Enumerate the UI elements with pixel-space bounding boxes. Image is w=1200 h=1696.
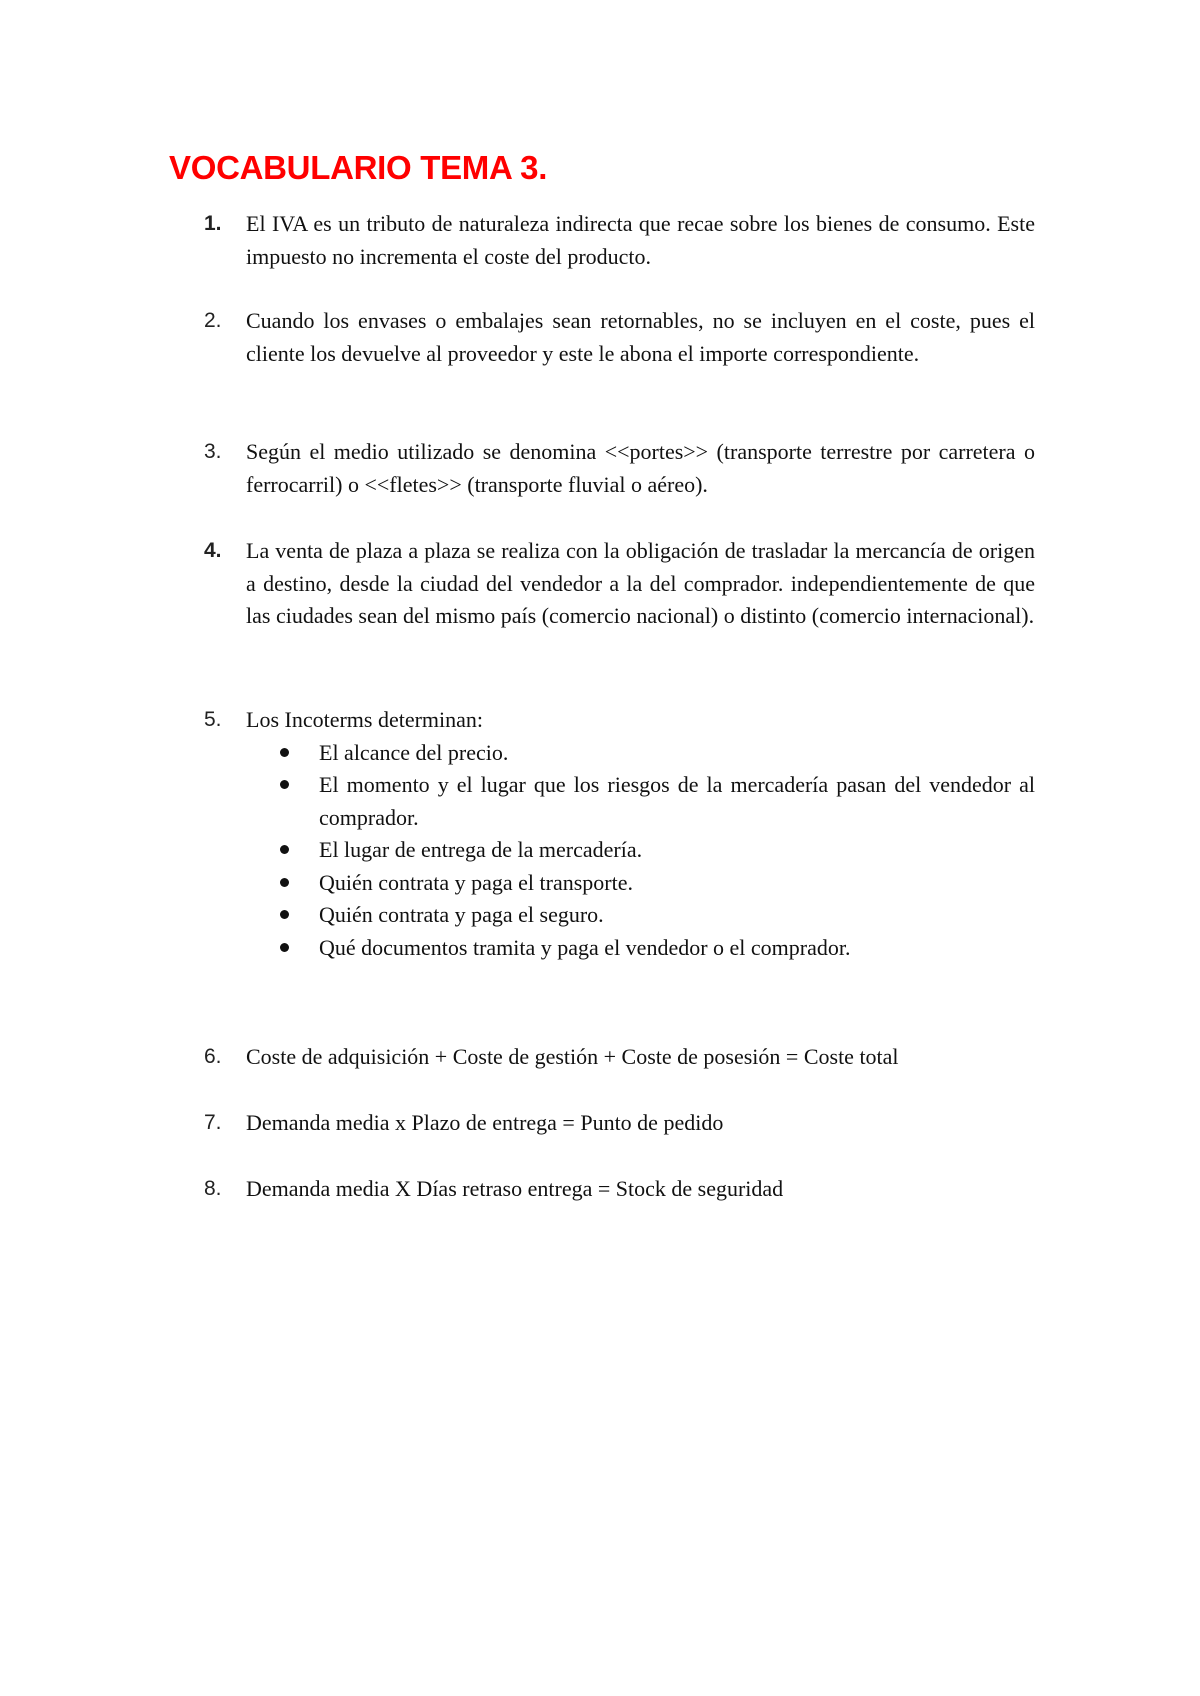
list-item-number: 4. [204,539,222,562]
bullet-icon [280,878,289,887]
incoterms-bullet-list [246,737,1035,965]
list-item-text: Demanda media X Días retraso entrega = Stock de seguridad [246,1176,784,1201]
bullet-item [246,867,1035,900]
list-item-number: 6. [204,1045,222,1068]
bullet-item [246,769,1035,834]
bullet-icon [280,780,289,789]
list-item [205,305,1035,370]
list-item-number: 2. [204,309,222,332]
list-item-text: Los Incoterms determinan: [246,707,484,732]
list-item-text: Cuando los envases o embalajes sean retornables, no se incluyen en el coste, pues el cliente los devuelve al proveedor y este le abona el importe correspondiente. [246,308,1035,366]
list-item-number: 5. [204,708,222,731]
bullet-text: El momento y el lugar que los riesgos de la mercadería pasan del vendedor al comprador. [319,772,1035,830]
list-item [205,208,1035,273]
list-item [205,1173,1035,1206]
list-item-number: 1. [204,212,222,235]
list-item-text: Según el medio utilizado se denomina <<portes>> (transporte terrestre por carretera o ferrocarril) o <<fletes>> (transporte fluvial o aéreo). [246,439,1035,497]
list-item-number: 3. [204,440,222,463]
bullet-text: El lugar de entrega de la mercadería. [319,837,643,862]
list-item [205,704,1035,964]
list-item [205,1041,1035,1074]
list-item-text: La venta de plaza a plaza se realiza con la obligación de trasladar la mercancía de origen a destino, desde la ciudad del vendedor a la del comprador. independientemente de que las ciudades sean del mismo país (comercio nacional) o distinto (comercio internacional). [246,538,1035,628]
bullet-icon [280,943,289,952]
bullet-icon [280,845,289,854]
list-item-text: Demanda media x Plazo de entrega = Punto de pedido [246,1110,724,1135]
list-item-text: El IVA es un tributo de naturaleza indirecta que recae sobre los bienes de consumo. Este impuesto no incrementa el coste del producto. [246,211,1035,269]
document-title: VOCABULARIO TEMA 3. [169,149,548,186]
list-item [205,1107,1035,1140]
list-item [205,436,1035,501]
bullet-item [246,737,1035,770]
bullet-icon [280,748,289,757]
bullet-item [246,932,1035,965]
bullet-item [246,834,1035,867]
bullet-text: Qué documentos tramita y paga el vendedor o el comprador. [319,934,851,960]
bullet-text: Quién contrata y paga el seguro. [319,902,604,927]
bullet-item [246,899,1035,932]
list-item-number: 8. [204,1177,222,1200]
list-item-text: Coste de adquisición + Coste de gestión + Coste de posesión = Coste total [246,1044,899,1069]
bullet-text: Quién contrata y paga el transporte. [319,869,633,895]
list-item [205,535,1035,633]
list-item-number: 7. [204,1111,222,1134]
bullet-text: El alcance del precio. [319,739,509,765]
bullet-icon [280,910,289,919]
